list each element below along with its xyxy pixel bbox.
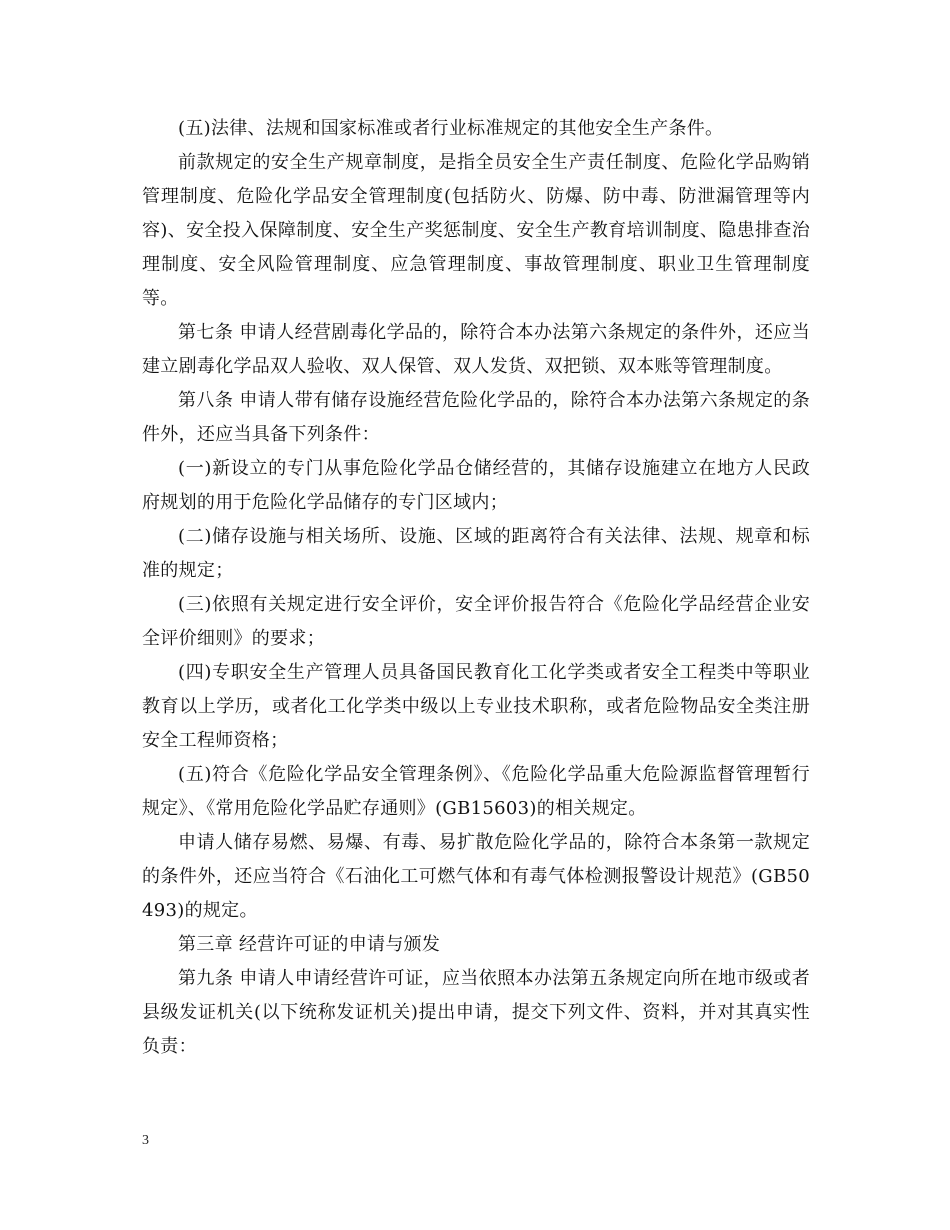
paragraph: (五)法律、法规和国家标准或者行业标准规定的其他安全生产条件。 [178,118,724,139]
document-body [142,112,810,1064]
chapter-heading: 第三章 经营许可证的申请与颁发 [178,934,441,955]
paragraph: (三)依照有关规定进行安全评价，安全评价报告符合《危险化学品经营企业安全评价细则》的要求； [142,594,810,649]
paragraph: (一)新设立的专门从事危险化学品仓储经营的，其储存设施建立在地方人民政府规划的用于危险化学品储存的专门区域内； [142,458,810,513]
paragraph: 第八条 申请人带有储存设施经营危险化学品的，除符合本办法第六条规定的条件外，还应当具备下列条件： [142,390,810,445]
paragraph: 第七条 申请人经营剧毒化学品的，除符合本办法第六条规定的条件外，还应当建立剧毒化学品双人验收、双人保管、双人发货、双把锁、双本账等管理制度。 [142,322,810,377]
paragraph: (四)专职安全生产管理人员具备国民教育化工化学类或者安全工程类中等职业教育以上学历，或者化工化学类中级以上专业技术职称，或者危险物品安全类注册安全工程师资格； [142,662,810,751]
paragraph: (二)储存设施与相关场所、设施、区域的距离符合有关法律、法规、规章和标准的规定； [142,526,810,581]
paragraph: (五)符合《危险化学品安全管理条例》、《危险化学品重大危险源监督管理暂行规定》、《常用危险化学品贮存通则》(GB15603)的相关规定。 [142,764,810,819]
paragraph: 前款规定的安全生产规章制度，是指全员安全生产责任制度、危险化学品购销管理制度、危险化学品安全管理制度(包括防火、防爆、防中毒、防泄漏管理等内容)、安全投入保障制度、安全生产奖惩制度、安全生产教育培训制度、隐患排查治理制度、安全风险管理制度、应急管理制度、事故管理制度、职业卫生管理制度等。 [142,152,810,309]
paragraph: 申请人储存易燃、易爆、有毒、易扩散危险化学品的，除符合本条第一款规定的条件外，还应当符合《石油化工可燃气体和有毒气体检测报警设计规范》(GB50493)的规定。 [142,832,810,921]
paragraph: 第九条 申请人申请经营许可证，应当依照本办法第五条规定向所在地市级或者县级发证机关(以下统称发证机关)提出申请，提交下列文件、资料，并对其真实性负责： [142,968,810,1057]
page-number: 3 [142,1133,149,1148]
